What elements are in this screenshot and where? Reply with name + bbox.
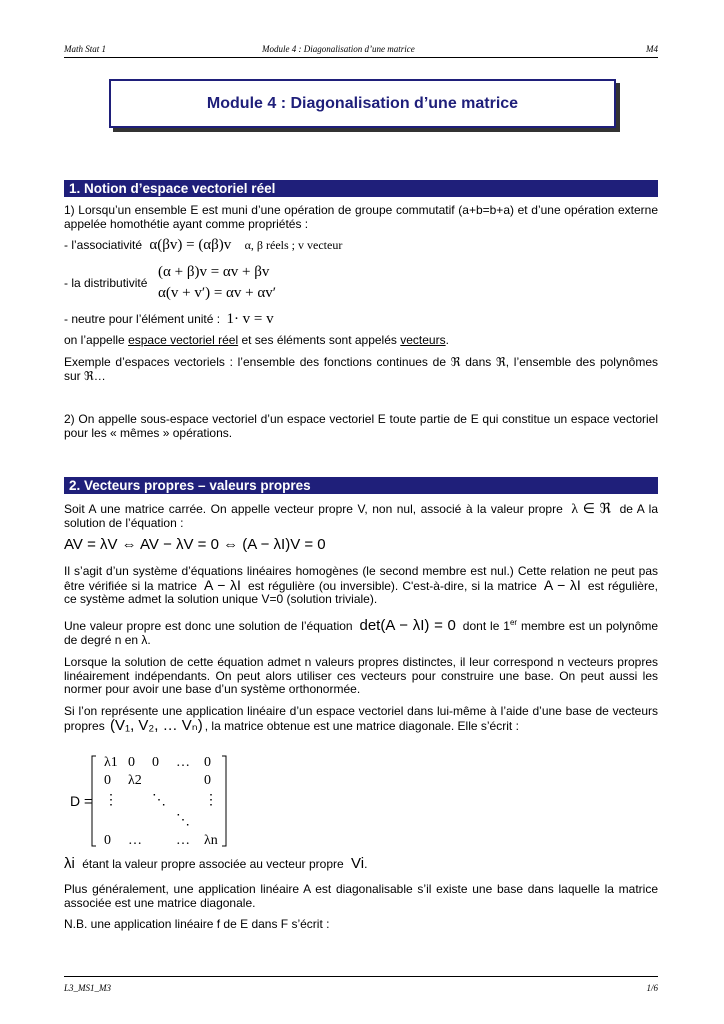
term-vecteurs: vecteurs (400, 333, 446, 347)
matrix-cell: ⋮ (204, 793, 218, 808)
s2p3-text-b: dont le 1 (462, 619, 510, 633)
assoc-formula: α(βv) = (αβ)v (149, 237, 232, 253)
basis-vectors: (V₁, V₂, … Vₙ) (110, 716, 203, 734)
distrib-formula-2: α(v + v′) = αv + αv′ (158, 285, 277, 301)
p2-text-c: . (445, 333, 449, 347)
s2p1-text-b: de A la solution de l’équation : (64, 502, 658, 530)
matrix-cell: ⋮ (104, 793, 118, 808)
eigen-equation: AV = λV ⇔ AV − λV = 0 ⇔ (A − λI)V = 0 (64, 536, 326, 553)
matrix-cell: 0 (128, 755, 135, 770)
header-rule (64, 57, 658, 58)
s1-paragraph-1: 1) Lorsqu’un ensemble E est muni d’une opération de groupe commutatif (a+b=b+a) et d’une opération externe appelée homothétie ayant comme propriétés : (64, 203, 658, 231)
matrix-cell: 0 (152, 755, 159, 770)
neutral-formula: 1· v = v (226, 311, 274, 327)
matrix-cell: 0 (204, 755, 211, 770)
diagonal-matrix (64, 752, 264, 852)
s2p1-math: λ ∈ ℜ (571, 502, 612, 517)
section-1-heading: 1. Notion d’espace vectoriel réel (64, 180, 658, 197)
matrix-cell: λ2 (128, 773, 142, 788)
s2p2-math-2: A − λI (543, 576, 581, 593)
assoc-note: α, β réels ; v vecteur (244, 238, 343, 252)
neutral-label: - neutre pour l’élément unité : (64, 312, 221, 326)
matrix-cell: … (128, 833, 142, 848)
s2p3-text-a: Une valeur propre est donc une solution de l’équation (64, 619, 353, 633)
matrix-label: D = (70, 793, 93, 809)
s2p5-text-b: , la matrice obtenue est une matrice diagonale. Elle s’écrit : (204, 718, 519, 733)
distrib-formula-1: (α + β)v = αv + βv (158, 264, 270, 280)
footer-left: L3_MS1_M3 (64, 983, 111, 993)
title-box (109, 79, 616, 128)
s2-paragraph-5 (64, 705, 658, 733)
s2p6-text-b: . (364, 857, 368, 871)
det-equation: det(A − λI) = 0 (359, 617, 456, 634)
s2p2-math-1: A − λI (204, 576, 241, 593)
s1-neutral (64, 313, 658, 327)
matrix-cell: … (176, 833, 190, 848)
matrix-cell: 0 (104, 773, 111, 788)
s2-paragraph-6 (64, 857, 658, 872)
p2-text-a: on l’appelle (64, 333, 125, 347)
distrib-label: - la distributivité (64, 276, 148, 290)
v-i: Vi (351, 855, 365, 872)
matrix-cell: λ1 (104, 755, 118, 770)
p2-text-b: et ses éléments sont appelés (241, 333, 397, 347)
s1-associativity (64, 239, 658, 253)
s1-paragraph-2 (64, 334, 658, 348)
matrix-cell: ⋱ (152, 793, 166, 808)
matrix-svg (64, 752, 264, 852)
matrix-cell: λn (204, 833, 218, 848)
header-right: M4 (646, 44, 658, 54)
matrix-cell: 0 (204, 773, 211, 788)
s1-paragraph-4: 2) On appelle sous-espace vectoriel d’un espace vectoriel E toute partie de E qui constitue un espace vectoriel pour les « mêmes » opérations. (64, 412, 658, 440)
s2-paragraph-1 (64, 503, 658, 530)
s2-paragraph-2 (64, 565, 658, 607)
s2-paragraph-3 (64, 616, 658, 647)
s2p3-sup: er (509, 618, 518, 627)
s2-paragraph-4: Lorsque la solution de cette équation admet n valeurs propres distinctes, il leur correspond n vecteurs propres linéairement indépendants. On peut alors utiliser ces vecteurs pour construire une base. On peut aussi les normer pour avoir une base d’un système orthonormée. (64, 655, 658, 696)
matrix-cells (104, 755, 218, 848)
s2p5-text-a: Si l’on représente une application linéaire d’un espace vectoriel dans lui-même à l’aide d’une base de vecteurs propres (64, 704, 658, 733)
page-title: Module 4 : Diagonalisation d’une matrice (206, 95, 519, 112)
footer-rule (64, 976, 658, 977)
section-2-heading: 2. Vecteurs propres – valeurs propres (64, 477, 658, 494)
s2p2-text-c: est régulière, ce système admet la solution unique V=0 (solution triviale). (64, 578, 658, 606)
s2p2-text-a: Il s’agit d’un système d’équations linéaires homogènes (le second membre est nul.) Cette relation ne peut pas être vérifiée si la matrice (64, 564, 658, 593)
lambda-i: λi (64, 855, 75, 872)
header-center: Module 4 : Diagonalisation d’une matrice (262, 44, 415, 54)
matrix-right-bracket (222, 756, 226, 846)
s2-paragraph-7: Plus généralement, une application linéaire A est diagonalisable s’il existe une base dans laquelle la matrice associée est une matrice diagonale. (64, 882, 658, 910)
term-espace-vectoriel: espace vectoriel réel (128, 333, 239, 347)
assoc-label: - l’associativité (64, 238, 143, 252)
matrix-cell: ⋱ (176, 813, 190, 828)
s2p3-text-c: membre est un polynôme de degré n en λ. (64, 619, 658, 647)
matrix-left-bracket (92, 756, 96, 846)
s2p2-text-b: est régulière (ou inversible). C'est-à-dire, si la matrice (248, 578, 537, 593)
s1-paragraph-3: Exemple d’espaces vectoriels : l’ensemble des fonctions continues de ℜ dans ℜ, l’ensemble des polynômes sur ℜ… (64, 355, 658, 383)
footer-right: 1/6 (646, 983, 658, 993)
header-left: Math Stat 1 (64, 44, 106, 54)
matrix-cell: … (176, 755, 190, 770)
s2-paragraph-8: N.B. une application linéaire f de E dans F s’écrit : (64, 917, 330, 931)
s2p1-text-a: Soit A une matrice carrée. On appelle vecteur propre V, non nul, associé à la valeur propre (64, 502, 563, 516)
s2p6-text-a: étant la valeur propre associée au vecteur propre (82, 857, 344, 871)
matrix-cell: 0 (104, 833, 111, 848)
